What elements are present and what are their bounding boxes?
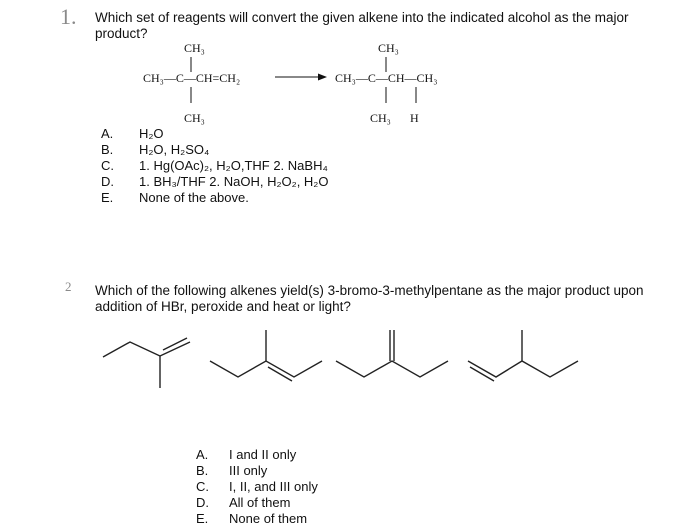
structure-4 — [468, 330, 578, 381]
option-letter: C. — [101, 158, 114, 173]
option-letter: E. — [101, 190, 114, 205]
question-1-text-line2: product? — [95, 26, 148, 41]
option-text: H₂O, H₂SO₄ — [139, 142, 210, 157]
structure-1 — [103, 338, 190, 388]
option-text: None of the above. — [139, 190, 249, 205]
option-letter: D. — [101, 174, 114, 189]
q2-option-c[interactable] — [196, 479, 318, 495]
option-text: None of them — [229, 511, 308, 526]
option-text: III only — [229, 463, 268, 478]
reactant-bottom-methyl: CH₃ — [184, 111, 205, 125]
question-2-text-line1: Which of the following alkenes yield(s) 3-bromo-3-methylpentane as the major product upon — [95, 283, 644, 298]
question-2-number: 2 — [65, 279, 72, 294]
question-1-options — [101, 126, 328, 206]
option-text: 1. BH₃/THF 2. NaOH, H₂O₂, H₂O — [139, 174, 329, 189]
question-2-text-line2: addition of HBr, peroxide and heat or light? — [95, 299, 351, 314]
product-bottom-methyl: CH₃ — [370, 111, 391, 125]
reaction-scheme — [0, 0, 700, 140]
question-1-text-line1: Which set of reagents will convert the given alkene into the indicated alcohol as the major — [95, 10, 629, 25]
option-letter: B. — [101, 142, 114, 157]
option-letter: A. — [196, 447, 209, 462]
reaction-arrowhead — [318, 74, 327, 81]
option-letter: A. — [101, 126, 114, 141]
q2-option-b[interactable] — [196, 463, 318, 479]
option-letter: E. — [196, 511, 209, 526]
product-main-chain: CH₃—C—CH—CH₃ — [335, 71, 438, 85]
option-text: I, II, and III only — [229, 479, 318, 494]
reactant-main-chain: CH₃—C—CH=CH₂ — [143, 71, 241, 85]
alkene-structures — [0, 320, 700, 400]
option-text: All of them — [229, 495, 291, 510]
q1-option-b[interactable] — [101, 142, 328, 158]
q2-option-e[interactable] — [196, 511, 318, 527]
product-bottom-hydrogen: H — [410, 111, 419, 125]
question-1-number: 1. — [60, 4, 77, 29]
option-letter: D. — [196, 495, 209, 510]
q2-option-a[interactable] — [196, 447, 318, 463]
q1-option-d[interactable] — [101, 174, 328, 190]
option-letter: B. — [196, 463, 209, 478]
option-text: I and II only — [229, 447, 297, 462]
q1-option-e[interactable] — [101, 190, 328, 206]
reactant-top-methyl: CH₃ — [184, 41, 205, 55]
q1-option-a[interactable] — [101, 126, 328, 142]
question-2-options — [196, 447, 318, 527]
structure-3 — [336, 330, 448, 377]
option-letter: C. — [196, 479, 209, 494]
q2-option-d[interactable] — [196, 495, 318, 511]
q1-option-c[interactable] — [101, 158, 328, 174]
option-text: H₂O — [139, 126, 164, 141]
structure-2 — [210, 330, 322, 381]
option-text: 1. Hg(OAc)₂, H₂O,THF 2. NaBH₄ — [139, 158, 328, 173]
product-top-methyl: CH₃ — [378, 41, 399, 55]
